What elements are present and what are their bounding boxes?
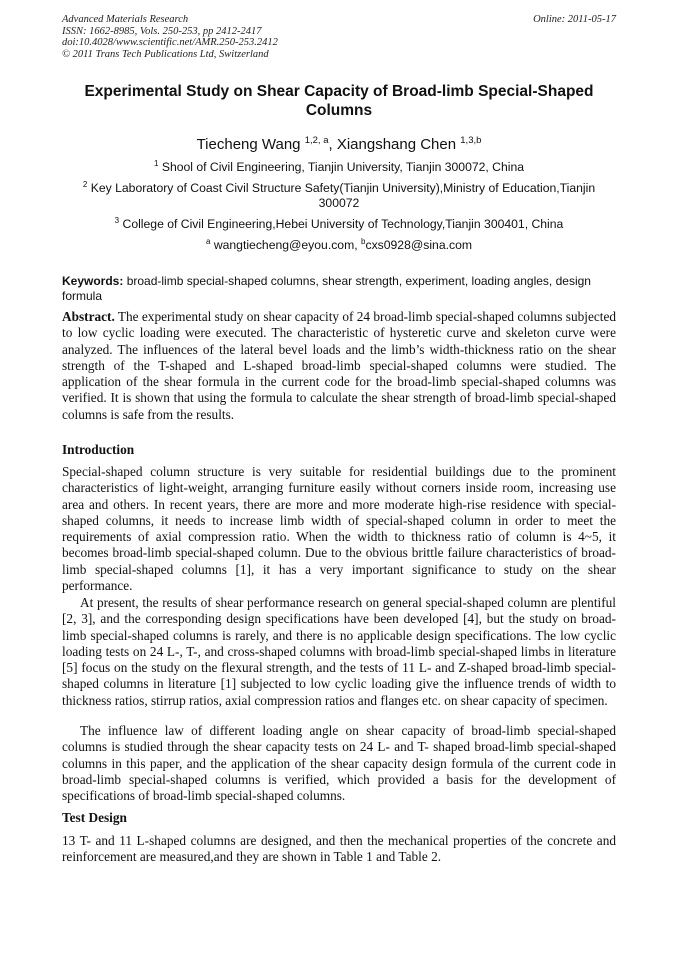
journal-header	[62, 14, 616, 60]
affiliation-1-text: Shool of Civil Engineering, Tianjin University, Tianjin 300072, China	[161, 160, 525, 174]
affiliation-2-text: Key Laboratory of Coast Civil Structure Safety(Tianjin University),Ministry of Education,Tianjin 300072	[90, 181, 596, 210]
abstract-text: The experimental study on shear capacity of 24 broad-limb special-shaped columns subjected to low cyclic loading were executed. The characteristic of hysteretic curve and skeleton curve were analyzed. The influences of the lateral bevel loads and the limb’s width-thickness ratio on the shear strength of the T-shaped and L-shaped broad-limb special-shaped columns were studied. The application of the shear formula in the current code for the broad-limb special-shaped columns was verified. It is shown that using the formula to calculate the shear strength of broad-limb special-shaped columns is safe from the results.	[62, 309, 616, 422]
keywords-block	[62, 274, 616, 303]
email-b-sup: b	[361, 237, 366, 246]
author-1-affil-sup: 1,2, a	[304, 135, 329, 146]
online-date: Online: 2011-05-17	[533, 14, 616, 25]
journal-copyright: © 2011 Trans Tech Publications Ltd, Switzerland	[62, 48, 269, 60]
test-design-paragraph-1: 13 T- and 11 L-shaped columns are designed, and then the mechanical properties of the concrete and reinforcement are measured,and they are shown in Table 1 and Table 2.	[62, 833, 616, 865]
introduction-heading: Introduction	[62, 442, 135, 457]
affiliation-3-text: College of Civil Engineering,Hebei University of Technology,Tianjin 300401, China	[122, 217, 564, 231]
affiliation-2-sup: 2	[82, 180, 88, 189]
author-emails	[70, 235, 608, 253]
email-b-link[interactable]: cxs0928@sina.com	[365, 238, 473, 252]
affiliation-3-sup: 3	[114, 216, 120, 225]
intro-paragraph-2: At present, the results of shear performance research on general special-shaped column are plentiful [2, 3], and the corresponding design specifications have been developed [4], but the study on broad-limb special-shaped columns is rarely, and there is no applicable design specifications. The low cyclic loading tests on 24 L-, T-, and cross-shaped columns with broad-limb special-shaped limbs in literature [5] focus on the study on the flexural strength, and the tests of 11 L- and Z-shaped broad-limb special-shaped columns in literature [1] subjected to low cyclic loading give the influence trends of width to thickness ratios, stirrup ratios, axial compression ratios and flanges etc. on shear capacity of specimen.	[62, 595, 616, 708]
author-line	[62, 132, 616, 154]
abstract-block	[62, 309, 616, 423]
author-1-name: Tiecheng Wang	[196, 136, 301, 153]
affiliation-1-sup: 1	[153, 159, 159, 168]
paper-title: Experimental Study on Shear Capacity of Broad-limb Special-Shaped Columns	[84, 83, 594, 119]
affiliation-1	[70, 157, 608, 175]
keywords-label: Keywords:	[62, 274, 124, 288]
affiliation-2	[70, 178, 608, 211]
intro-paragraph-1: Special-shaped column structure is very suitable for residential buildings due to the prominent characteristics of light-weight, arranging furniture easily without corners inside room, increasing use area and others. In recent years, there are more and more moderate high-rise residence with special-shaped columns, it needs to increase limb width of special-shaped column in order to meet the requirements of axial compression ratio. When the width to thickness ratio of column is 4~5, it becomes broad-limb special-shaped column. Due to the obvious brittle failure characteristics of broad-limb special-shaped columns [1], it has a very important significance to study on the shear performance.	[62, 464, 616, 594]
author-2-affil-sup: 1,3,b	[460, 135, 482, 146]
author-2-name: Xiangshang Chen	[332, 136, 457, 153]
journal-name: Advanced Materials Research	[62, 14, 189, 25]
keywords-text: broad-limb special-shaped columns, shear strength, experiment, loading angles, design formula	[62, 274, 591, 303]
test-design-heading: Test Design	[62, 810, 127, 825]
email-a-sup: a	[205, 237, 211, 246]
abstract-label: Abstract.	[62, 309, 115, 324]
author-separator: ,	[328, 136, 333, 153]
intro-paragraph-3: The influence law of different loading angle on shear capacity of broad-limb special-shaped columns is studied through the shear capacity tests on 24 L- and T- shaped broad-limb special-shaped columns in this paper, and the application of the shear capacity design formula of the current code in broad-limb special-shaped columns is verified, which provided a basis for the development of specifications of broad-limb special-shaped columns.	[62, 723, 616, 804]
journal-issn: ISSN: 1662-8985, Vols. 250-253, pp 2412-2417	[62, 25, 262, 37]
affiliation-3	[70, 214, 608, 232]
journal-doi: doi:10.4028/www.scientific.net/AMR.250-253.2412	[62, 37, 278, 49]
email-a-link[interactable]: wangtiecheng@eyou.com,	[213, 238, 362, 252]
